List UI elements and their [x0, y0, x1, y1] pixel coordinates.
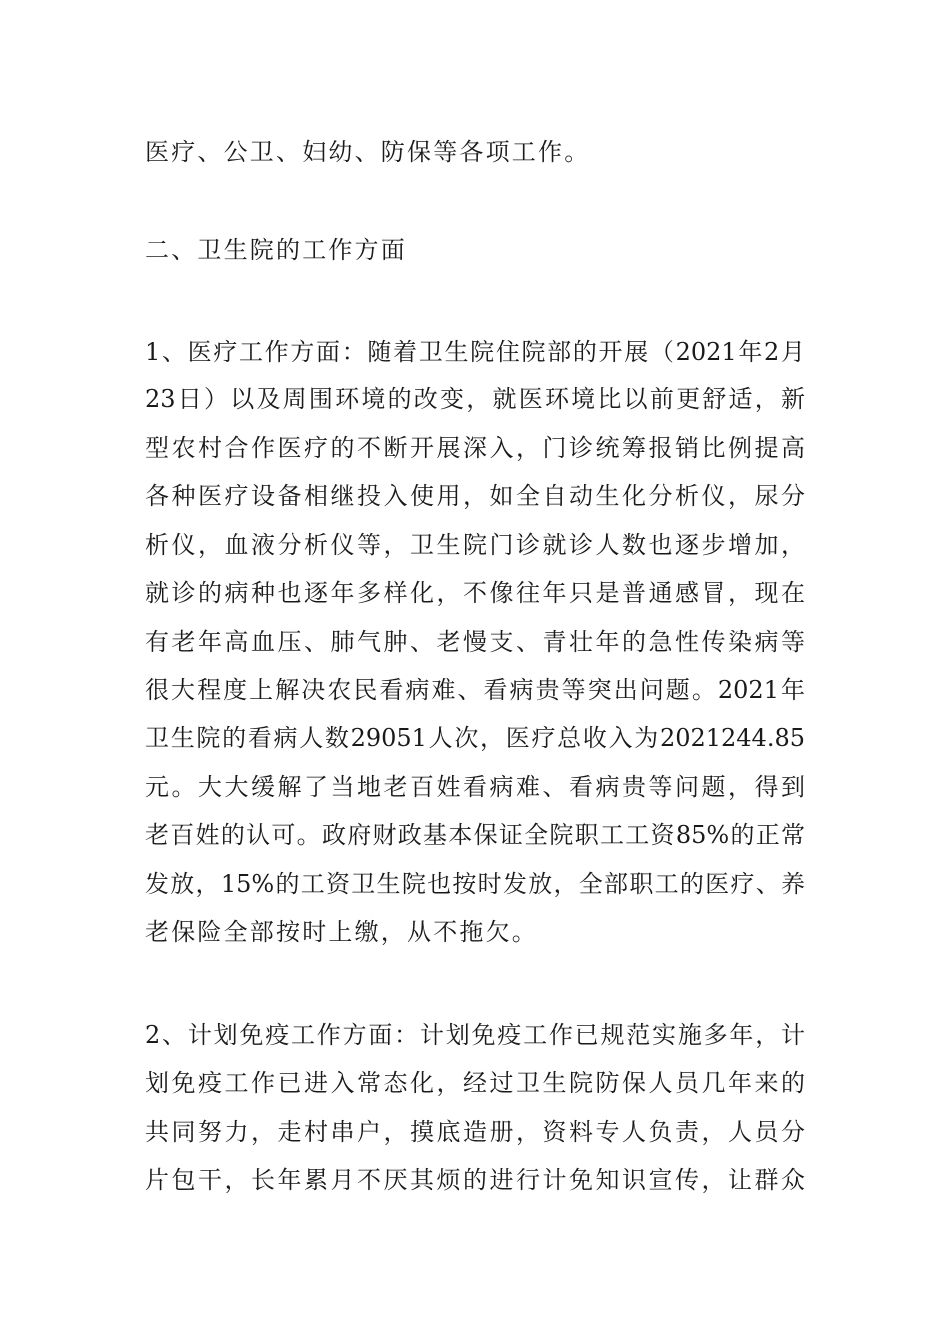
text-line: 片包干，长年累月不厌其烦的进行计免知识宣传，让群众	[145, 1166, 805, 1194]
section-heading: 二、卫生院的工作方面	[145, 236, 407, 264]
text-line: 析仪，血液分析仪等，卫生院门诊就诊人数也逐步增加，	[145, 531, 805, 559]
text-line: 老保险全部按时上缴，从不拖欠。	[145, 918, 538, 946]
text-line: 很大程度上解决农民看病难、看病贵等突出问题。2021年	[145, 676, 805, 704]
text-line: 卫生院的看病人数29051人次，医疗总收入为2021244.85	[145, 724, 805, 752]
text-line: 发放，15%的工资卫生院也按时发放，全部职工的医疗、养	[145, 870, 805, 898]
text-line: 2、计划免疫工作方面：计划免疫工作已规范实施多年，计	[145, 1021, 805, 1049]
text-line: 23日）以及周围环境的改变，就医环境比以前更舒适，新	[145, 385, 805, 413]
text-line: 型农村合作医疗的不断开展深入，门诊统筹报销比例提高	[145, 434, 805, 462]
text-line: 就诊的病种也逐年多样化，不像往年只是普通感冒，现在	[145, 579, 805, 607]
text-line: 共同努力，走村串户，摸底造册，资料专人负责，人员分	[145, 1118, 805, 1146]
text-line: 元。大大缓解了当地老百姓看病难、看病贵等问题，得到	[145, 773, 805, 801]
text-line: 医疗、公卫、妇幼、防保等各项工作。	[145, 138, 591, 166]
text-line: 划免疫工作已进入常态化，经过卫生院防保人员几年来的	[145, 1069, 805, 1097]
text-line: 各种医疗设备相继投入使用，如全自动生化分析仪，尿分	[145, 482, 805, 510]
text-line: 1、医疗工作方面：随着卫生院住院部的开展（2021年2月	[145, 338, 805, 366]
text-line: 有老年高血压、肺气肿、老慢支、青壮年的急性传染病等	[145, 628, 805, 656]
text-line: 老百姓的认可。政府财政基本保证全院职工工资85%的正常	[145, 821, 805, 849]
